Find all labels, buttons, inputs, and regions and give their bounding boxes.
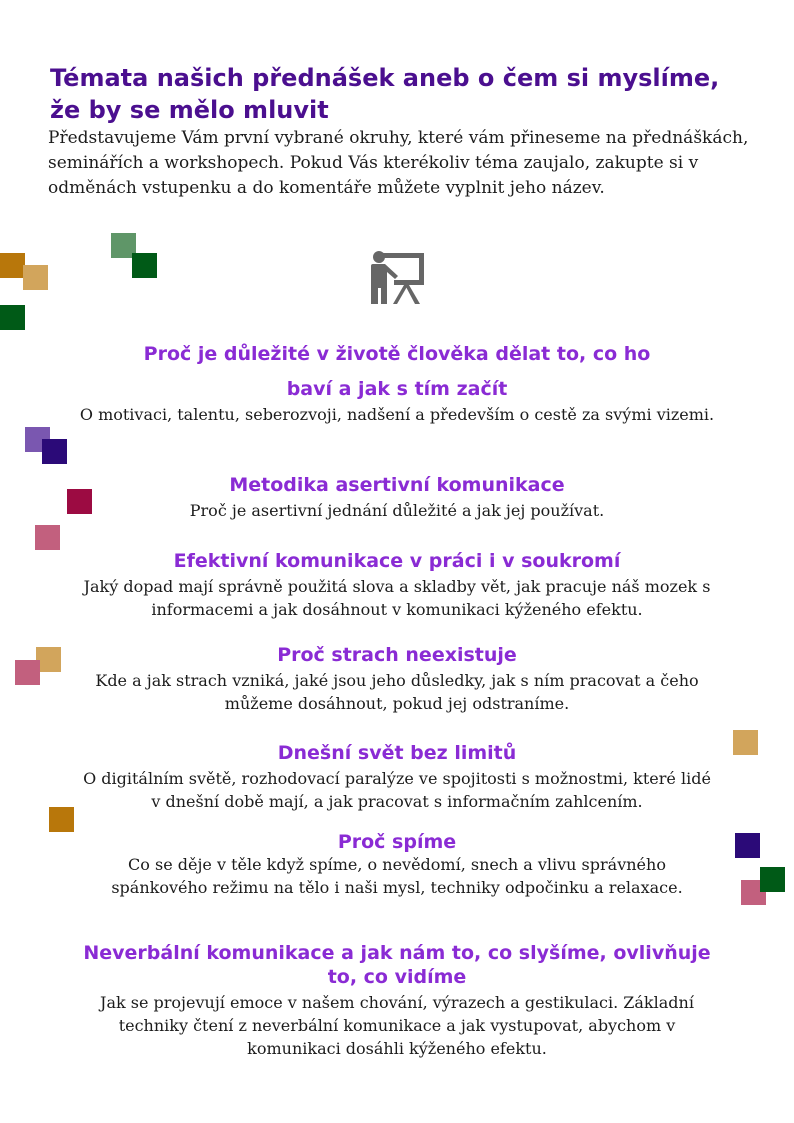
topic-heading: Metodika asertivní komunikace <box>229 474 565 496</box>
topic-description: O motivaci, talentu, seberozvoji, nadšení a především o cestě za svými vizemi. <box>79 405 715 424</box>
topic-description: spánkového režimu na tělo i naši mysl, techniky odpočinku a relaxace. <box>111 878 683 897</box>
topic-description: Jak se projevují emoce v našem chování, výrazech a gestikulaci. Základní <box>100 993 694 1012</box>
topic-heading: Efektivní komunikace v práci i v soukromí <box>173 550 621 572</box>
topic-description: techniky čtení z neverbální komunikace a jak vystupovat, abychom v <box>118 1016 676 1035</box>
presentation-board-icon <box>368 249 426 305</box>
page-title: Témata našich přednášek aneb o čem si myslíme, že by se mělo mluvit <box>50 64 720 124</box>
topic-description: můžeme dosáhnout, pokud jej odstraníme. <box>224 694 570 713</box>
intro-paragraph: Představujeme Vám první vybrané okruhy, které vám přineseme na přednáškách, seminářích a workshopech. Pokud Vás kterékoliv téma zaujalo, zakupte si v odměnách vstupenku a do komentáře můžete vyplnit jeho název. <box>48 128 749 198</box>
decor-square <box>0 253 25 278</box>
topic-heading: Proč je důležité v životě člověka dělat to, co ho <box>143 343 651 365</box>
decor-square <box>0 305 25 330</box>
topic-description: komunikaci dosáhli kýženého efektu. <box>247 1039 547 1058</box>
topic-heading: Dnešní svět bez limitů <box>277 742 517 764</box>
topic-description: v dnešní době mají, a jak pracovat s informačním zahlcením. <box>151 792 643 811</box>
topic-description: O digitálním světě, rozhodovací paralýze ve spojitosti s možnostmi, které lidé <box>83 769 711 788</box>
topic-heading: baví a jak s tím začít <box>286 378 508 400</box>
topic-description: informacemi a jak dosáhnout v komunikaci kýženého efektu. <box>151 600 643 619</box>
topic-heading: Neverbální komunikace a jak nám to, co slyšíme, ovlivňuje <box>83 942 711 964</box>
topic-description: Kde a jak strach vzniká, jaké jsou jeho důsledky, jak s ním pracovat a čeho <box>95 671 699 690</box>
decor-square <box>42 439 67 464</box>
decor-square <box>132 253 157 278</box>
topic-heading: Proč strach neexistuje <box>277 644 517 666</box>
topic-description: Proč je asertivní jednání důležité a jak jej používat. <box>189 501 605 520</box>
topic-heading: Proč spíme <box>337 831 457 853</box>
topic-description: Co se děje v těle když spíme, o nevědomí, snech a vlivu správného <box>128 855 666 874</box>
decor-square <box>35 525 60 550</box>
topic-heading: to, co vidíme <box>327 966 467 988</box>
decor-square <box>23 265 48 290</box>
topic-description: Jaký dopad mají správně použitá slova a skladby vět, jak pracuje náš mozek s <box>83 577 711 596</box>
